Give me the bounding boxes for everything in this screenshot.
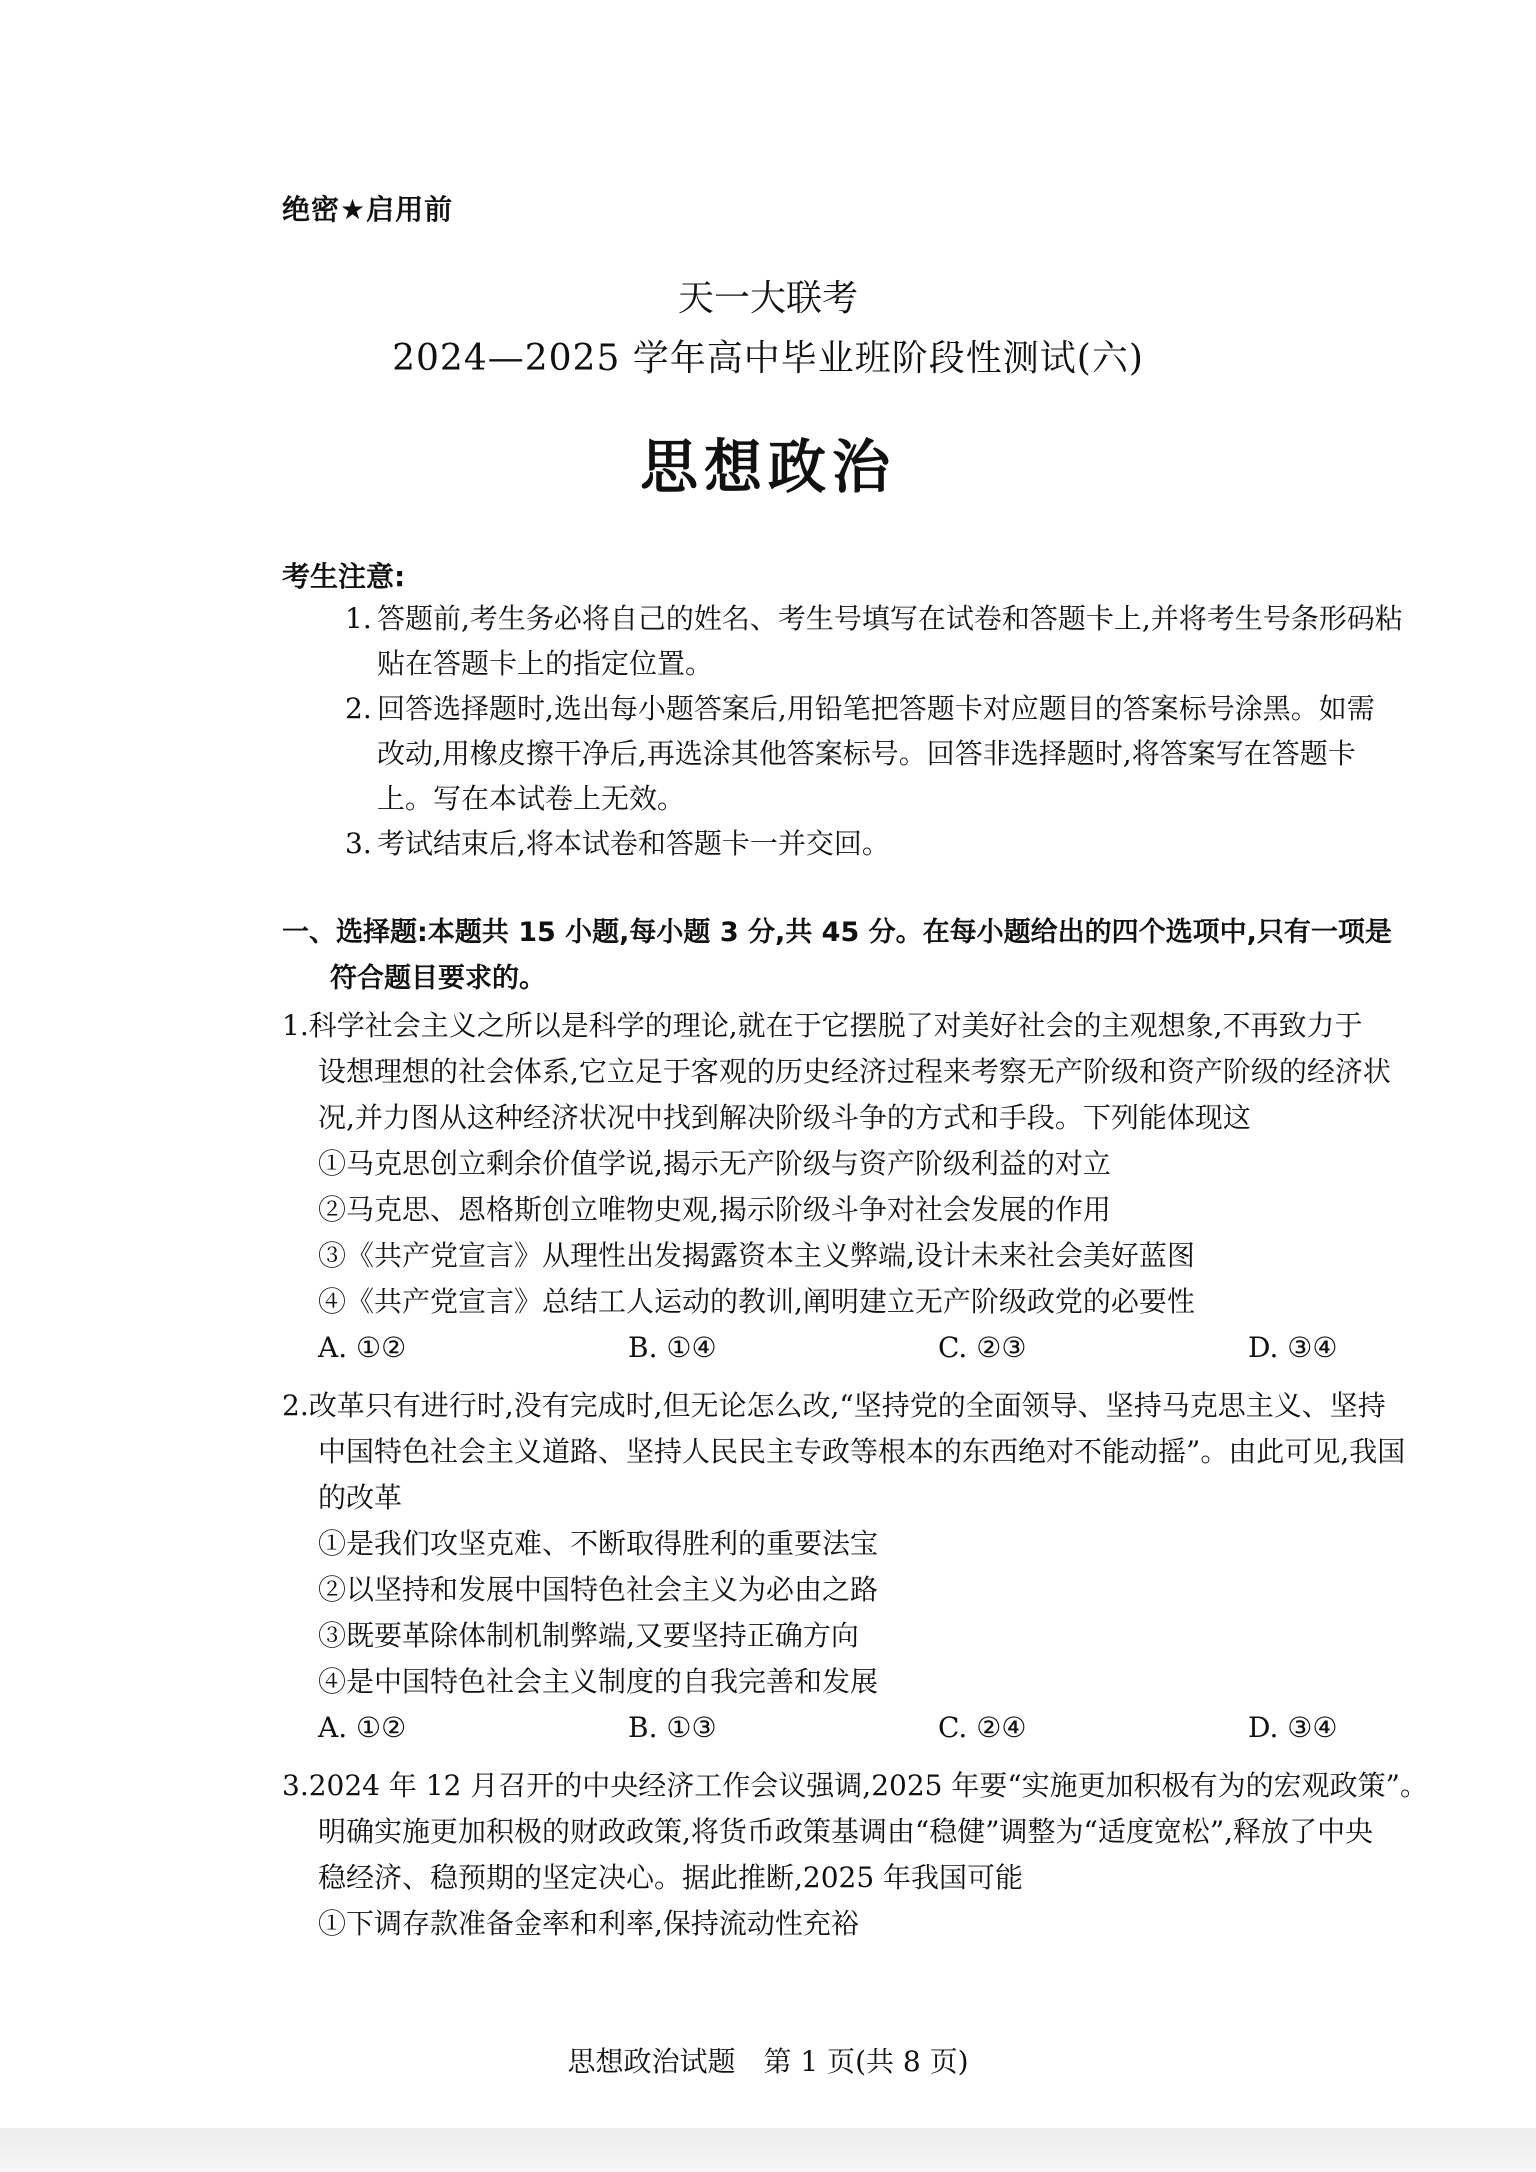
question-option: ③既要革除体制机制弊端,又要坚持正确方向 (318, 1619, 859, 1652)
section-heading (282, 910, 1472, 1002)
choice-c: C. ②③ (938, 1331, 1027, 1364)
question-stem-line: 况,并力图从这种经济状况中找到解决阶级斗争的方式和手段。下列能体现这 (318, 1101, 1251, 1134)
question-stem-line: 2.改革只有进行时,没有完成时,但无论怎么改,“坚持党的全面领导、坚持马克思主义、坚持 (282, 1389, 1386, 1422)
choice-b: B. ①④ (628, 1331, 717, 1364)
question-option: ①下调存款准备金率和利率,保持流动性充裕 (318, 1907, 859, 1940)
question-option: ③《共产党宣言》从理性出发揭露资本主义弊端,设计未来社会美好蓝图 (318, 1239, 1195, 1272)
question-3 (282, 1763, 1472, 1947)
question-stem-line: 中国特色社会主义道路、坚持人民民主专政等根本的东西绝对不能动摇”。由此可见,我国 (318, 1435, 1406, 1468)
notice-item-continuation: 上。写在本试卷上无效。 (377, 782, 686, 815)
notice-item-text: 答题前,考生务必将自己的姓名、考生号填写在试卷和答题卡上,并将考生号条形码粘 (377, 602, 1403, 635)
question-stem-line: 稳经济、稳预期的坚定决心。据此推断,2025 年我国可能 (318, 1861, 1024, 1894)
notice-item-continuation: 贴在答题卡上的指定位置。 (377, 647, 714, 680)
notice-item-number: 3. (345, 827, 372, 860)
choice-c: C. ②④ (938, 1711, 1027, 1744)
question-option: ①马克思创立剩余价值学说,揭示无产阶级与资产阶级利益的对立 (318, 1147, 1111, 1180)
question-option: ②马克思、恩格斯创立唯物史观,揭示阶级斗争对社会发展的作用 (318, 1193, 1111, 1226)
notice-item (345, 596, 1475, 641)
exam-name: 2024—2025 学年高中毕业班阶段性测试(六) (392, 338, 1144, 379)
question-stem-line: 设想理想的社会体系,它立足于客观的历史经济过程来考察无产阶级和资产阶级的经济状 (318, 1055, 1391, 1088)
question-option: ①是我们攻坚克难、不断取得胜利的重要法宝 (318, 1527, 879, 1560)
question-stem-line: 1.科学社会主义之所以是科学的理论,就在于它摆脱了对美好社会的主观想象,不再致力于 (282, 1009, 1363, 1042)
choice-d: D. ③④ (1248, 1711, 1338, 1744)
notice-item-number: 2. (345, 692, 372, 725)
choice-b: B. ①③ (628, 1711, 717, 1744)
notice-item-text: 考试结束后,将本试卷和答题卡一并交回。 (377, 827, 890, 860)
notice-item-text: 回答选择题时,选出每小题答案后,用铅笔把答题卡对应题目的答案标号涂黑。如需 (377, 692, 1375, 725)
choice-a: A. ①② (318, 1711, 407, 1744)
question-2 (282, 1383, 1472, 1751)
section-heading-line: 符合题目要求的。 (330, 963, 546, 994)
question-option: ④《共产党宣言》总结工人运动的教训,阐明建立无产阶级政党的必要性 (318, 1285, 1195, 1318)
question-1 (282, 1003, 1472, 1371)
notice-list (345, 596, 1475, 866)
notice-item (345, 686, 1475, 731)
notice-item (345, 821, 1475, 866)
choice-d: D. ③④ (1248, 1331, 1338, 1364)
scan-bottom-edge (0, 2128, 1536, 2172)
choice-a: A. ①② (318, 1331, 407, 1364)
exam-organizer: 天一大联考 (677, 278, 858, 319)
section-heading-line: 一、选择题:本题共 15 小题,每小题 3 分,共 45 分。在每小题给出的四个选项中,只有一项是 (282, 917, 1392, 948)
notice-item-number: 1. (345, 602, 372, 635)
question-option: ②以坚持和发展中国特色社会主义为必由之路 (318, 1573, 879, 1606)
notice-item-continuation: 改动,用橡皮擦干净后,再选涂其他答案标号。回答非选择题时,将答案写在答题卡 (377, 737, 1356, 770)
confidential-label: 绝密★启用前 (282, 193, 454, 226)
question-stem-line: 3.2024 年 12 月召开的中央经济工作会议强调,2025 年要“实施更加积极有为的宏观政策”。 (282, 1769, 1428, 1802)
question-stem-line: 的改革 (318, 1481, 403, 1514)
answer-choices (282, 1705, 1472, 1751)
notice-title: 考生注意: (282, 560, 406, 593)
answer-choices (282, 1325, 1472, 1371)
question-option: ④是中国特色社会主义制度的自我完善和发展 (318, 1665, 879, 1698)
page-footer: 思想政治试题 第 1 页(共 8 页) (567, 2045, 969, 2078)
question-stem-line: 明确实施更加积极的财政政策,将货币政策基调由“稳健”调整为“适度宽松”,释放了中央 (318, 1815, 1374, 1848)
subject-title: 思想政治 (639, 433, 896, 501)
